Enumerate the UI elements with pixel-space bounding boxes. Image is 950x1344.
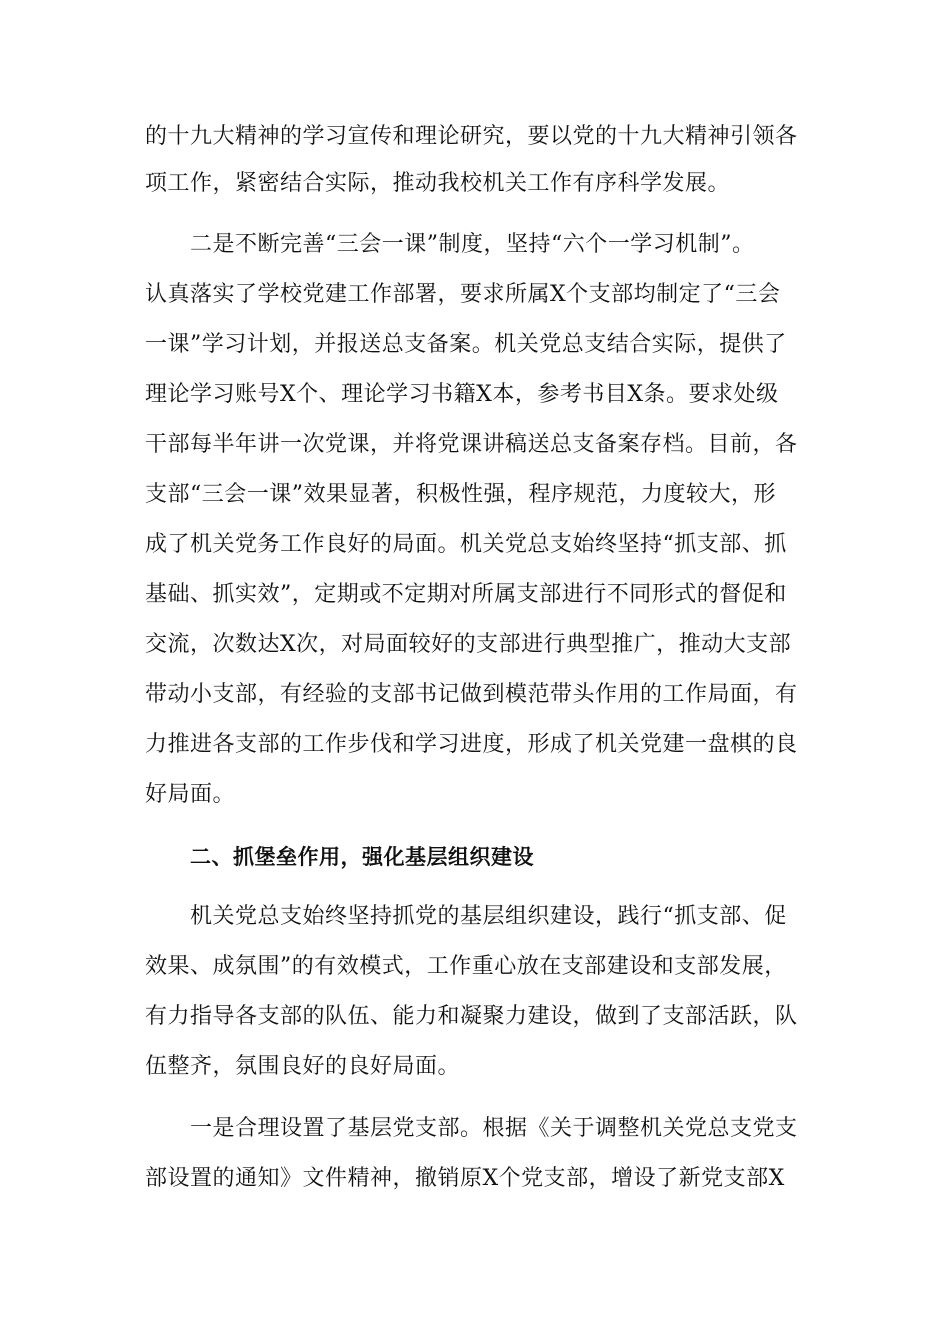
text-line: 二是不断完善“三会一课”制度，坚持“六个一学习机制”。 (190, 232, 755, 257)
text-line: 认真落实了学校党建工作部署，要求所属X个支部均制定了“三会 (145, 282, 781, 307)
text-line: 伍整齐，氛围良好的良好局面。 (145, 1054, 461, 1079)
section-heading: 二、抓堡垒作用，强化基层组织建设 (190, 845, 534, 869)
text-line: 效果、成氛围”的有效模式，工作重心放在支部建设和支部发展， (145, 954, 787, 979)
text-line: 有力指导各支部的队伍、能力和凝聚力建设，做到了支部活跃，队 (145, 1004, 798, 1029)
text-line: 干部每半年讲一次党课，并将党课讲稿送总支备案存档。目前，各 (145, 432, 798, 457)
text-line: 项工作，紧密结合实际，推动我校机关工作有序科学发展。 (145, 171, 731, 196)
text-line: 的十九大精神的学习宣传和理论研究，要以党的十九大精神引领各 (145, 124, 798, 149)
text-line: 一课”学习计划，并报送总支备案。机关党总支结合实际，提供了 (145, 332, 787, 357)
text-line: 基础、抓实效”，定期或不定期对所属支部进行不同形式的督促和 (145, 582, 787, 607)
text-line: 带动小支部，有经验的支部书记做到模范带头作用的工作局面，有 (145, 682, 798, 707)
text-line: 交流，次数达X次，对局面较好的支部进行典型推广，推动大支部 (145, 632, 792, 657)
text-line: 支部“三会一课”效果显著，积极性强，程序规范，力度较大，形 (145, 482, 776, 507)
text-line: 部设置的通知》文件精神，撤销原X个党支部，增设了新党支部X (145, 1166, 785, 1191)
text-line: 成了机关党务工作良好的局面。机关党总支始终坚持“抓支部、抓 (145, 532, 787, 557)
text-line: 力推进各支部的工作步伐和学习进度，形成了机关党建一盘棋的良 (145, 732, 798, 757)
text-line: 机关党总支始终坚持抓党的基层组织建设，践行“抓支部、促 (190, 904, 787, 929)
text-line: 一是合理设置了基层党支部。根据《关于调整机关党总支党支 (190, 1116, 798, 1141)
text-line: 好局面。 (145, 782, 236, 807)
text-line: 理论学习账号X个、理论学习书籍X本，参考书目X条。要求处级 (145, 382, 779, 407)
